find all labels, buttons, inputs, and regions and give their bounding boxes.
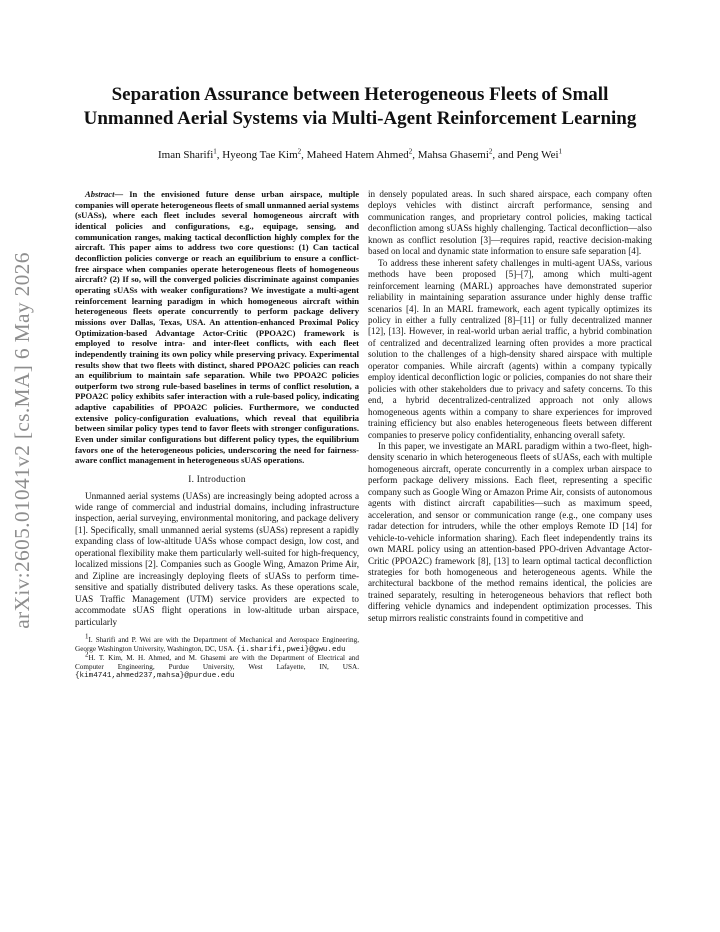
arxiv-watermark (0, 200, 44, 680)
section-heading-introduction: I. Introduction (188, 474, 246, 485)
body-paragraph: in densely populated areas. In such shared airspace, each company often deploys vehicles with distinct aircraft performance, sensing and communication ranges, and proprietary control policies, making tactical deconfliction among sUASs highly challenging. Tactical deconfliction—also known as conflict resolution [3]—requires rapid, reactive decision-making based on local and dynamic state information to ensure safe separation [4]. (368, 189, 652, 257)
body-paragraph: To address these inherent safety challenges in multi-agent UASs, various methods have been proposed [5]–[7], among which multi-agent reinforcement learning (MARL) approaches have demonstrated superior reliability in maintaining separation assurance under highly dense traffic scenarios [4]. In an MARL framework, each agent typically optimizes its policy in either a fully centralized [8]–[11] or fully decentralized manner [12], [13]. However, in real-world urban aerial traffic, a hybrid combination of centralized and decentralized learning often provides a more practical solution to the challenges of a high-density shared airspace with multiple operator companies. While aircraft (agents) within a company typically employ identical deconfliction logic or policies, companies do not share their policies with other stakeholders due to privacy and safety concerns. To this end, a hybrid decentralized-centralized approach not only allows homogeneous agents within a company to share experiences for improved training efficiency but also enables heterogeneous fleets between different companies to preserve policy confidentiality, enhancing overall safety. (368, 257, 652, 440)
intro-paragraph: Unmanned aerial systems (UASs) are increasingly being adopted across a wide range of commercial and industrial domains, including infrastructure inspection, aerial surveying, environmental monitoring, and package delivery [1]. Specifically, small unmanned aerial systems (sUASs) represent a rapidly expanding class of low-altitude UASs whose compact design, low cost, and operational flexibility make them particularly well-suited for high-frequency, localized missions [2]. Companies such as Google Wing, Amazon Prime Air, and Zipline are increasingly deploying fleets of sUASs to perform time-sensitive and spatially distributed delivery tasks. As these operations scale, UAS Traffic Management (UTM) service providers are expected to accommodate sUAS flight operations in low-altitude urban airspace, particularly (75, 490, 359, 627)
author: Mahsa Ghasemi$^2$, and (417, 147, 517, 161)
arxiv-id: arXiv:2605.01041v2 [cs.MA] 6 May 2026 (9, 251, 34, 629)
footnote-2-email: {kim4741,ahmed237,mahsa}@purdue.edu (75, 672, 235, 681)
abstract-label: Abstract (85, 189, 115, 199)
footnotes (75, 632, 359, 681)
author-list (60, 148, 660, 162)
right-column (368, 189, 652, 624)
left-column (75, 189, 359, 681)
author: Iman Sharifi$^1$, (157, 147, 223, 161)
abstract-text: — In the envisioned future dense urban airspace, multiple companies will operate heterogeneous fleets of small unmanned aerial systems (sUASs), where each fleet includes several homogeneous aircraft with identical policies and configurations, e.g., equipage, sensing, and communication ranges, making tactical deconfliction highly complex for the aircraft. This paper aims to address two core questions: (1) Can tactical deconfliction policies converge or reach an equilibrium to ensure a conflict-free airspace when companies operate heterogeneous fleets of homogeneous aircraft? (2) If so, will the converged policies discriminate against companies operating sUASs with weaker configurations? We investigate a multi-agent reinforcement learning paradigm in which homogeneous aircraft within heterogeneous fleets operate concurrently to perform package delivery missions over Dallas, Texas, USA. An attention-enhanced Proximal Policy Optimization-based Advantage Actor-Critic (PPOA2C) framework is employed to resolve intra- and inter-fleet conflicts, with each fleet independently training its own policy while preserving privacy. Experimental results show that two fleets with distinct, shared PPOA2C policies can reach an equilibrium to maintain safe separation. While two PPOA2C policies outperform two strong rule-based baselines in terms of conflict resolution, a PPOA2C policy exhibits safer interaction with a rule-based policy, indicating adaptive capabilities of PPOA2C policies. Furthermore, we conducted extensive policy-configuration evaluations, which reveal that equilibria between similar policy types tend to favor fleets with stronger configurations. Even under similar configurations but different policy types, the equilibrium favors one of the heterogeneous policies, underscoring the need for fairness-aware conflict management in heterogeneous sUAS operations. (75, 189, 359, 466)
title-line-2: Unmanned Aerial Systems via Multi-Agent Reinforcement Learning (83, 108, 637, 129)
footnote-1-email: {i.sharifi,pwei}@gwu.edu (236, 645, 346, 654)
abstract (75, 189, 359, 466)
author: Maheed Hatem Ahmed$^2$, (306, 147, 418, 161)
paper-title (60, 83, 660, 131)
title-line-1: Separation Assurance between Heterogeneous Fleets of Small (111, 84, 609, 105)
footnote-2: $^2$H. T. Kim, M. H. Ahmed, and M. Ghasemi are with the Department of Electrical and Computer Engineering, Purdue University, West Lafayette, IN, USA. {kim4741,ahmed237,mahsa}@purdue.edu (75, 650, 359, 681)
author: Peng Wei$^1$ (516, 147, 563, 161)
footnote-1: $^1$I. Sharifi and P. Wei are with the Department of Mechanical and Aerospace Engineering, George Washington University, Washington, DC, USA. {i.sharifi,pwei}@gwu.edu (75, 632, 359, 654)
body-paragraph: In this paper, we investigate an MARL paradigm within a two-fleet, high-density scenario in which heterogeneous fleets of sUASs, each with multiple homogeneous aircraft, operate concurrently in a complex urban airspace to perform package delivery missions. Each fleet, representing a specific company such as Google Wing or Amazon Prime Air, consists of autonomous agents with distinct aircraft capabilities—such as maximum speed, acceleration, and sensor or communication range (e.g., one company uses radar detection for intruders, while the other employs Remote ID [14] for vehicle-to-vehicle information sharing). Each fleet independently trains its own MARL policy using an attention-based PPO-driven Advantage Actor-Critic (PPOA2C) framework [8], [13] to learn optimal tactical deconfliction strategies for both homogeneous and heterogeneous agents. While the architectural backbone of the method remains identical, the policies are trained separately, resulting in heterogeneous behaviors that reflect both differing vehicle dynamics and independent optimization processes. This setup mirrors realistic constraints found in competitive and (368, 440, 652, 623)
author: Hyeong Tae Kim$^2$, (222, 147, 307, 161)
